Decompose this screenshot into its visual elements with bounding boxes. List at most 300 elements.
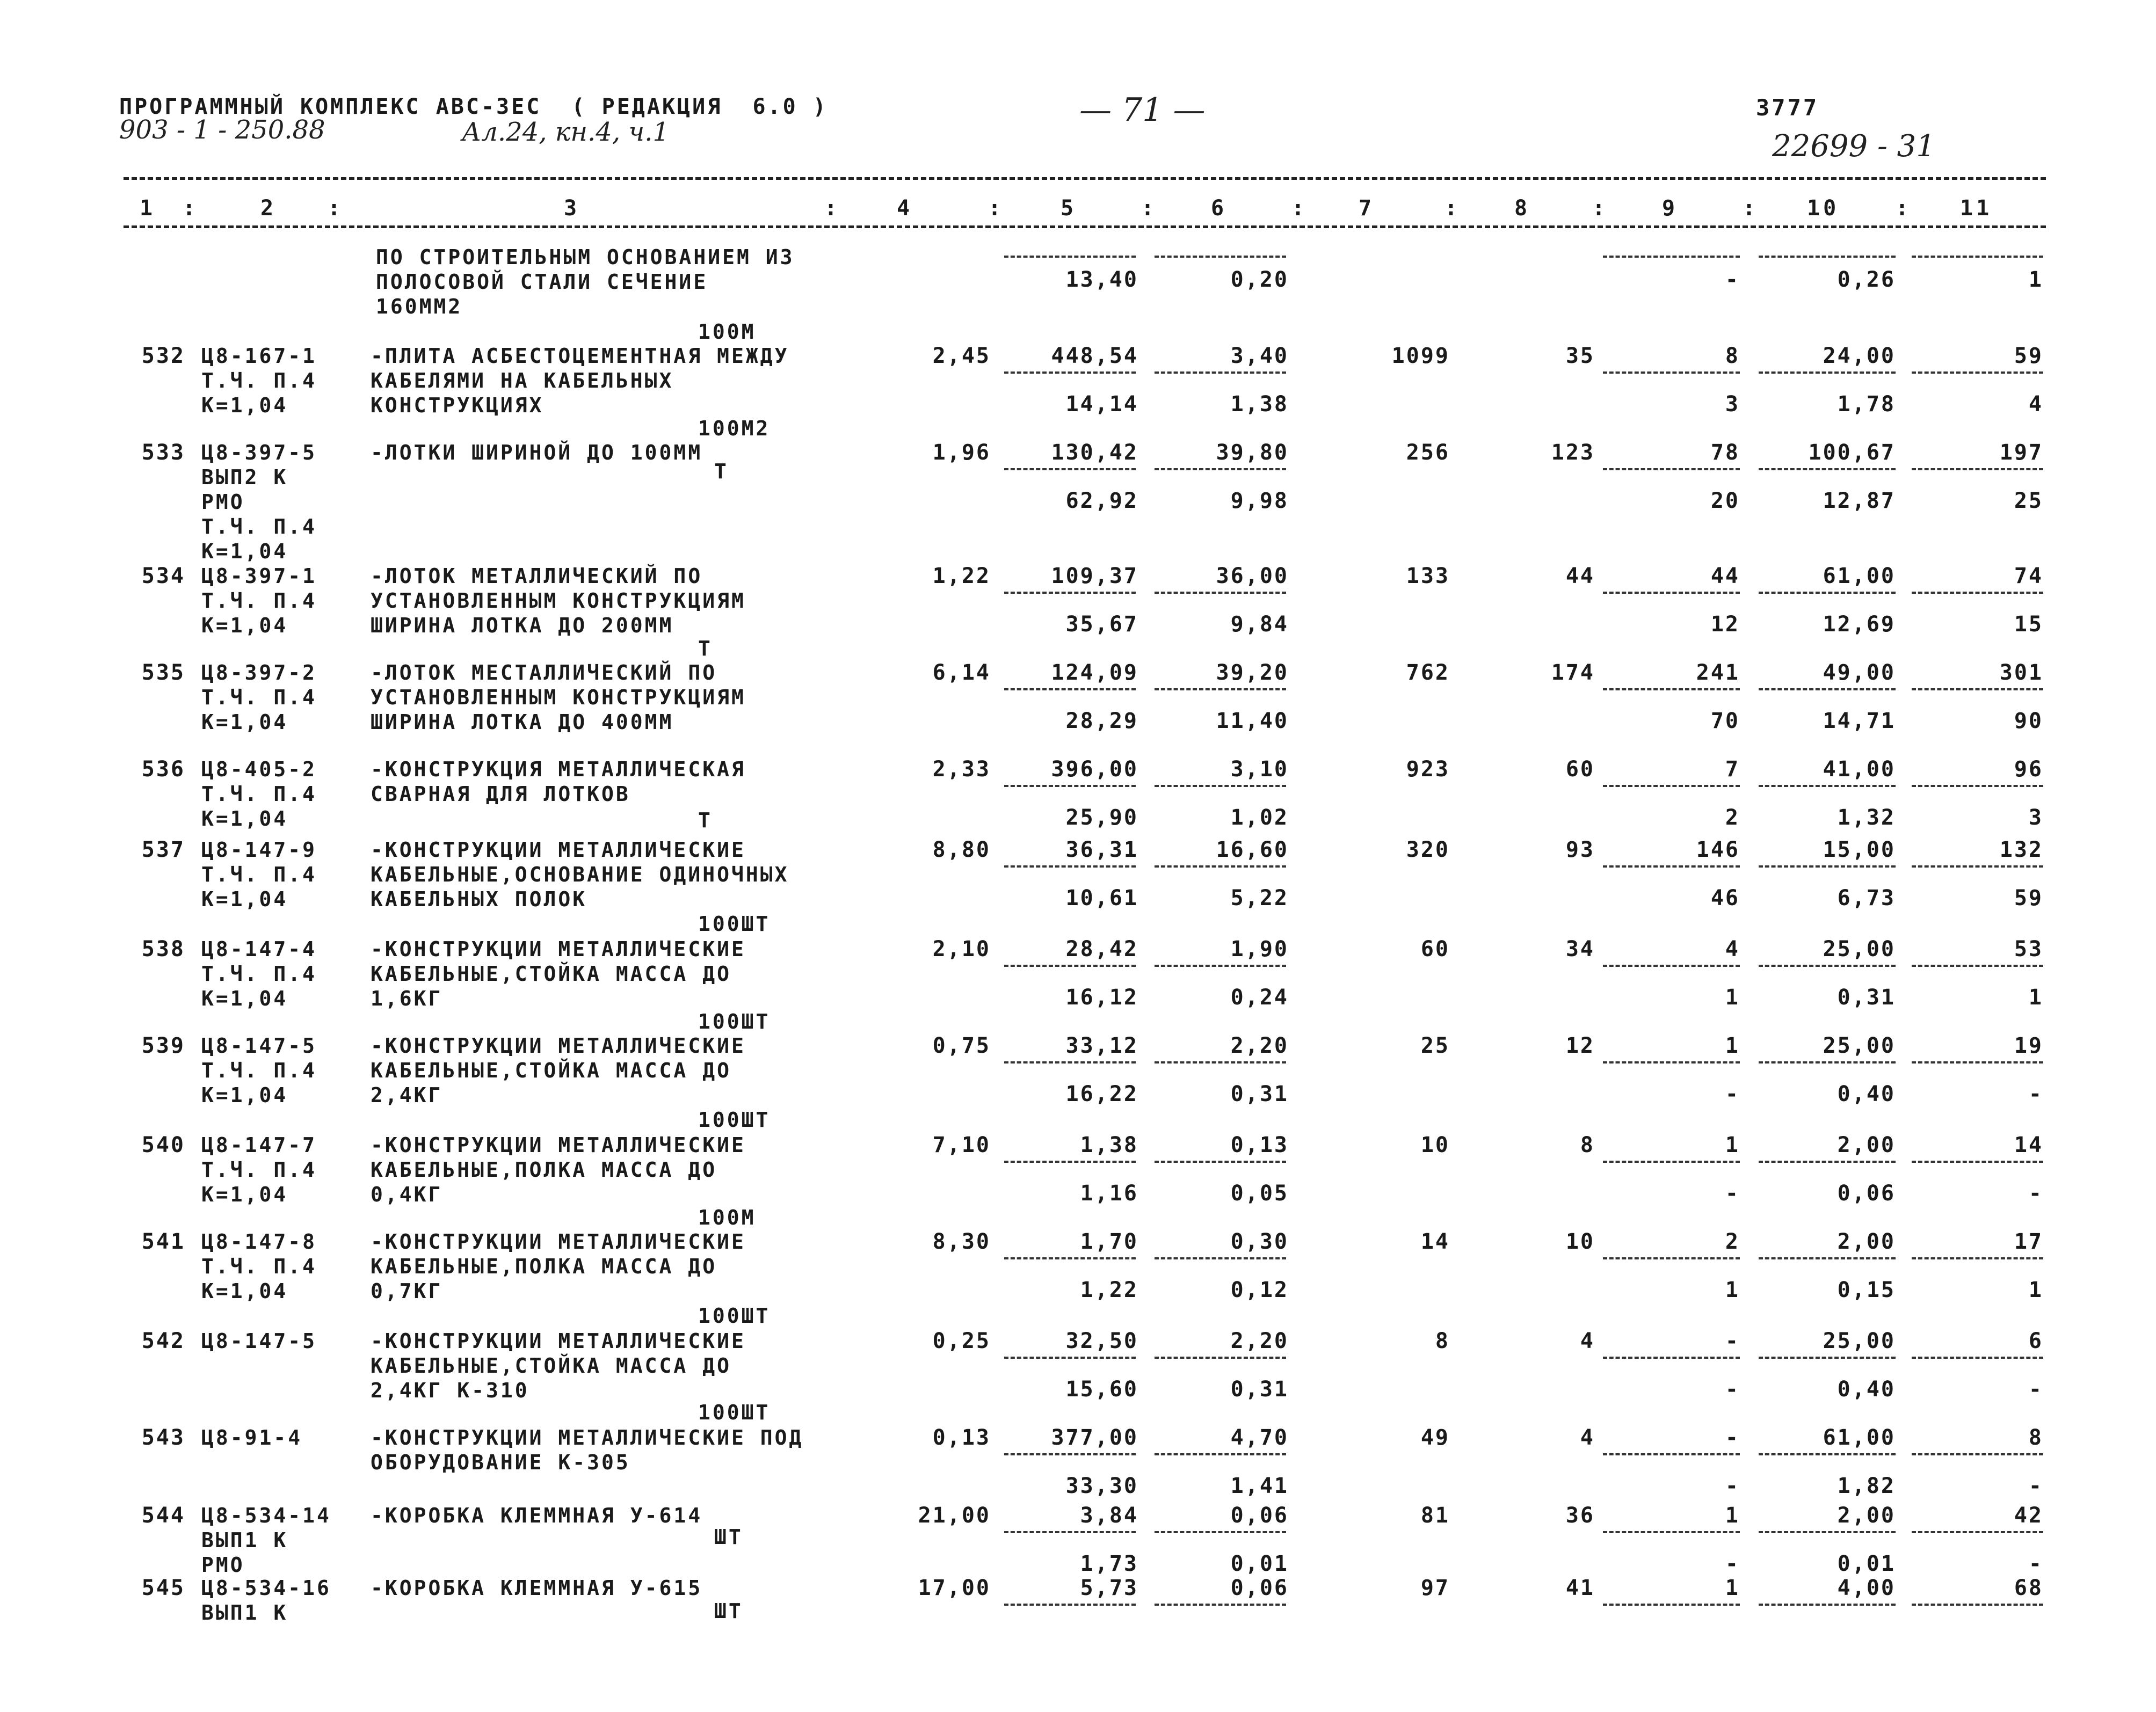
cell-col4: 2,10 xyxy=(932,937,991,961)
col-header-8: 8 xyxy=(1514,196,1531,221)
row-desc-line: ШИРИНА ЛОТКА ДО 200ММ xyxy=(371,614,674,637)
cell-col10-sub: 0,26 xyxy=(1837,267,1896,292)
cell-col9: 241 xyxy=(1696,660,1740,685)
cell-col6: 3,40 xyxy=(1230,344,1289,368)
cell-col10-sub: 0,01 xyxy=(1837,1551,1896,1576)
cell-col4: 2,45 xyxy=(932,344,991,368)
cell-col9: - xyxy=(1725,1329,1740,1353)
sub-rule xyxy=(1603,256,1740,258)
row-code-line: ВЫП1 К xyxy=(201,1601,288,1624)
cell-col9: 7 xyxy=(1725,757,1740,782)
cell-col9-sub: 20 xyxy=(1710,489,1740,513)
row-code-line: ВЫП1 К xyxy=(201,1528,288,1552)
row-code-line: Ц8-397-1 xyxy=(201,564,317,588)
cell-col11: 59 xyxy=(2014,344,2043,368)
cell-col9: 1 xyxy=(1725,1503,1740,1528)
cell-col6: 2,20 xyxy=(1230,1033,1289,1058)
sub-rule xyxy=(1759,1061,1896,1063)
sub-rule xyxy=(1603,1357,1740,1359)
col-header-1: 1 xyxy=(140,196,156,221)
row-code-line: К=1,04 xyxy=(201,394,288,417)
cell-col5-sub: 25,90 xyxy=(1065,805,1138,830)
sub-rule xyxy=(1603,1161,1740,1163)
sub-rule xyxy=(1759,1604,1896,1606)
cell-col9-sub: 3 xyxy=(1725,392,1740,417)
row-unit: 100М xyxy=(698,1206,756,1229)
sub-rule xyxy=(1004,592,1136,594)
cell-col9: 2 xyxy=(1725,1229,1740,1254)
cell-col4: 0,25 xyxy=(932,1329,991,1353)
handwritten-page-number: — 71 — xyxy=(1079,91,1206,129)
sub-rule xyxy=(1759,1357,1896,1359)
cell-col9-sub: - xyxy=(1725,267,1740,292)
cell-col10-sub: 12,69 xyxy=(1823,612,1896,637)
cell-col11-sub: 90 xyxy=(2014,709,2043,733)
sub-rule xyxy=(1603,688,1740,690)
cell-col10: 2,00 xyxy=(1837,1229,1896,1254)
cell-col11: 53 xyxy=(2014,937,2043,961)
cell-col4: 0,75 xyxy=(932,1033,991,1058)
cell-col11: 8 xyxy=(2028,1425,2043,1450)
cell-col9-sub: - xyxy=(1725,1181,1740,1206)
cell-col5-sub: 33,30 xyxy=(1065,1474,1138,1498)
cell-col8: 12 xyxy=(1565,1033,1595,1058)
sub-rule xyxy=(1759,468,1896,470)
sub-rule xyxy=(1155,592,1286,594)
row-code-line: К=1,04 xyxy=(201,1279,288,1303)
sub-rule xyxy=(1912,688,2043,690)
sub-rule xyxy=(1603,468,1740,470)
row-unit: 100ШТ xyxy=(698,912,771,936)
sub-rule xyxy=(1155,785,1286,787)
row-desc-line: -КОРОБКА КЛЕММНАЯ У-615 xyxy=(371,1576,703,1600)
row-code-line: Ц8-147-5 xyxy=(201,1329,317,1353)
row-unit: ШТ xyxy=(714,1525,743,1549)
cell-col7: 60 xyxy=(1420,937,1450,961)
cell-col6-sub: 0,01 xyxy=(1230,1551,1289,1576)
row-number: 533 xyxy=(141,440,185,465)
cell-col10: 49,00 xyxy=(1823,660,1896,685)
cell-col10: 25,00 xyxy=(1823,1033,1896,1058)
sub-rule xyxy=(1912,1604,2043,1606)
cell-col6-sub: 0,31 xyxy=(1230,1377,1289,1402)
row-desc-line: КАБЕЛЬНЫЕ,СТОЙКА МАССА ДО xyxy=(371,1354,731,1378)
cell-col9-sub: - xyxy=(1725,1474,1740,1498)
cell-col4: 21,00 xyxy=(918,1503,991,1528)
cell-col6: 1,90 xyxy=(1230,937,1289,961)
cell-col6-sub: 0,24 xyxy=(1230,985,1289,1010)
cell-col5: 130,42 xyxy=(1051,440,1138,465)
sub-rule xyxy=(1004,965,1136,967)
cell-col4: 2,33 xyxy=(932,757,991,782)
col-header-2: 2 xyxy=(260,196,277,221)
row-unit: 100ШТ xyxy=(698,1108,771,1132)
cell-col7: 256 xyxy=(1406,440,1450,465)
row-unit: 100М xyxy=(698,320,756,344)
row-code-line: К=1,04 xyxy=(201,710,288,734)
cell-col5: 396,00 xyxy=(1051,757,1138,782)
cell-col6-sub: 0,12 xyxy=(1230,1278,1289,1302)
cell-col6-sub: 1,38 xyxy=(1230,392,1289,417)
cell-col10: 100,67 xyxy=(1808,440,1896,465)
cell-col5: 448,54 xyxy=(1051,344,1138,368)
row-code-line: Ц8-147-9 xyxy=(201,838,317,862)
col-header-11: 11 xyxy=(1960,196,1993,221)
sub-rule xyxy=(1759,592,1896,594)
sub-rule xyxy=(1759,965,1896,967)
sub-rule xyxy=(1603,1257,1740,1259)
cell-col5-sub: 13,40 xyxy=(1065,267,1138,292)
sub-rule xyxy=(1004,865,1136,868)
col-header-7: 7 xyxy=(1359,196,1375,221)
row-number: 544 xyxy=(141,1503,185,1528)
cell-col9: 4 xyxy=(1725,937,1740,961)
row-code-line: Т.Ч. П.4 xyxy=(201,1255,317,1278)
col-sep: : xyxy=(1592,196,1609,221)
row-desc-line: УСТАНОВЛЕННЫМ КОНСТРУКЦИЯМ xyxy=(371,589,746,613)
cell-col9: 78 xyxy=(1710,440,1740,465)
sub-rule xyxy=(1912,965,2043,967)
row-code-line: К=1,04 xyxy=(201,614,288,637)
cell-col11-sub: 15 xyxy=(2014,612,2043,637)
sub-rule xyxy=(1759,371,1896,374)
row-unit: 100ШТ xyxy=(698,1401,771,1424)
cell-col8: 10 xyxy=(1565,1229,1595,1254)
row-desc-line: -КОНСТРУКЦИИ МЕТАЛЛИЧЕСКИЕ xyxy=(371,1034,746,1058)
row-number: 537 xyxy=(141,837,185,862)
cell-col6: 39,80 xyxy=(1216,440,1289,465)
sub-rule xyxy=(1603,965,1740,967)
cell-col6-sub: 5,22 xyxy=(1230,886,1289,910)
row-number: 540 xyxy=(141,1133,185,1157)
sub-rule xyxy=(1759,1531,1896,1533)
sub-rule xyxy=(1155,468,1286,470)
cell-col10: 24,00 xyxy=(1823,344,1896,368)
handwritten-doc-ref: 903 - 1 - 250.88 xyxy=(119,115,325,145)
row-desc-line: -КОРОБКА КЛЕММНАЯ У-614 xyxy=(371,1504,703,1527)
row-code-line: ВЫП2 К xyxy=(201,465,288,489)
cell-col5-sub: 16,12 xyxy=(1065,985,1138,1010)
row-desc-line: -КОНСТРУКЦИИ МЕТАЛЛИЧЕСКИЕ xyxy=(371,1230,746,1254)
row-unit: Т xyxy=(698,808,713,832)
cell-col9-sub: 1 xyxy=(1725,985,1740,1010)
cell-col9: 1 xyxy=(1725,1133,1740,1157)
row-code-line: Т.Ч. П.4 xyxy=(201,589,317,613)
cell-col6-sub: 0,05 xyxy=(1230,1181,1289,1206)
cell-col11: 14 xyxy=(2014,1133,2043,1157)
cell-col7: 133 xyxy=(1406,564,1450,588)
cell-col5: 1,70 xyxy=(1080,1229,1138,1254)
cell-col8: 93 xyxy=(1565,837,1595,862)
cell-col6-sub: 0,20 xyxy=(1230,267,1289,292)
cell-col10-sub: 0,31 xyxy=(1837,985,1896,1010)
sub-rule xyxy=(1155,371,1286,374)
cell-col10: 4,00 xyxy=(1837,1576,1896,1600)
row-code-line: Т.Ч. П.4 xyxy=(201,863,317,886)
row-desc-line: -ЛОТОК МЕСТАЛЛИЧЕСКИЙ ПО xyxy=(371,661,717,684)
sub-rule xyxy=(1912,1061,2043,1063)
cell-col5: 28,42 xyxy=(1065,937,1138,961)
cell-col10-sub: 0,15 xyxy=(1837,1278,1896,1302)
cell-col4: 8,80 xyxy=(932,837,991,862)
row-code-line: Ц8-91-4 xyxy=(201,1426,303,1449)
cell-col10: 15,00 xyxy=(1823,837,1896,862)
row-unit: 100ШТ xyxy=(698,1304,771,1328)
cell-col7: 81 xyxy=(1420,1503,1450,1528)
sub-rule xyxy=(1603,865,1740,868)
row-desc-line: -ЛОТОК МЕТАЛЛИЧЕСКИЙ ПО xyxy=(371,564,703,588)
cell-col9-sub: 12 xyxy=(1710,612,1740,637)
cell-col6: 36,00 xyxy=(1216,564,1289,588)
header-rule-bottom xyxy=(124,225,2046,228)
cell-col4: 1,22 xyxy=(932,564,991,588)
sub-rule xyxy=(1912,371,2043,374)
row-code-line: К=1,04 xyxy=(201,1183,288,1206)
row-desc-line: 1,6КГ xyxy=(371,987,443,1010)
row-unit: Т xyxy=(714,460,729,483)
col-sep: : xyxy=(1291,196,1308,221)
row-desc-line: УСТАНОВЛЕННЫМ КОНСТРУКЦИЯМ xyxy=(371,686,746,709)
row-number: 534 xyxy=(141,564,185,588)
col-header-9: 9 xyxy=(1662,196,1679,221)
cell-col9-sub: - xyxy=(1725,1377,1740,1402)
cell-col8: 174 xyxy=(1551,660,1595,685)
sub-rule xyxy=(1759,1257,1896,1259)
cell-col11-sub: 25 xyxy=(2014,489,2043,513)
cell-col8: 8 xyxy=(1580,1133,1595,1157)
sub-rule xyxy=(1155,865,1286,868)
cell-col11: 68 xyxy=(2014,1576,2043,1600)
row-desc-line: ШИРИНА ЛОТКА ДО 400ММ xyxy=(371,710,674,734)
row-desc-line: 2,4КГ К-310 xyxy=(371,1379,529,1402)
cell-col9: 8 xyxy=(1725,344,1740,368)
row-code-line: Ц8-405-2 xyxy=(201,757,317,781)
cell-col7: 923 xyxy=(1406,757,1450,782)
row-desc-line: -КОНСТРУКЦИИ МЕТАЛЛИЧЕСКИЕ xyxy=(371,1329,746,1353)
row-desc-line: КАБЕЛЬНЫЕ,ПОЛКА МАССА ДО xyxy=(371,1158,717,1182)
cell-col8: 4 xyxy=(1580,1329,1595,1353)
cell-col7: 49 xyxy=(1420,1425,1450,1450)
sub-rule xyxy=(1912,1257,2043,1259)
cell-col10: 61,00 xyxy=(1823,564,1896,588)
cell-col5: 3,84 xyxy=(1080,1503,1138,1528)
cell-col5-sub: 28,29 xyxy=(1065,709,1138,733)
cell-col11: 17 xyxy=(2014,1229,2043,1254)
row-code-line: Т.Ч. П.4 xyxy=(201,1158,317,1182)
cell-col7: 762 xyxy=(1406,660,1450,685)
sub-rule xyxy=(1759,1161,1896,1163)
sub-rule xyxy=(1155,965,1286,967)
cell-col7: 1099 xyxy=(1391,344,1450,368)
row-unit: 100ШТ xyxy=(698,1010,771,1033)
continuation-desc-line: ПОЛОСОВОЙ СТАЛИ СЕЧЕНИЕ xyxy=(376,270,708,294)
cell-col11: 132 xyxy=(1999,837,2043,862)
row-code-line: Ц8-147-8 xyxy=(201,1230,317,1254)
cell-col5-sub: 15,60 xyxy=(1065,1377,1138,1402)
sub-rule xyxy=(1603,1453,1740,1455)
row-desc-line: КОНСТРУКЦИЯХ xyxy=(371,394,544,417)
cell-col11-sub: 3 xyxy=(2028,805,2043,830)
cell-col9: 146 xyxy=(1696,837,1740,862)
handwritten-archive-number: 22699 - 31 xyxy=(1772,129,1935,164)
col-sep: : xyxy=(1444,196,1461,221)
handwritten-volume-ref: Ал.24, кн.4, ч.1 xyxy=(462,117,670,147)
sub-rule xyxy=(1912,1357,2043,1359)
cell-col9-sub: 2 xyxy=(1725,805,1740,830)
cell-col7: 10 xyxy=(1420,1133,1450,1157)
cell-col4: 6,14 xyxy=(932,660,991,685)
sub-rule xyxy=(1912,865,2043,868)
row-code-line: РМО xyxy=(201,1553,245,1577)
cell-col10-sub: 0,06 xyxy=(1837,1181,1896,1206)
sub-rule xyxy=(1603,371,1740,374)
row-desc-line: 2,4КГ xyxy=(371,1083,443,1107)
cell-col7: 8 xyxy=(1435,1329,1450,1353)
cell-col11-sub: 59 xyxy=(2014,886,2043,910)
row-number: 541 xyxy=(141,1229,185,1254)
cell-col5: 377,00 xyxy=(1051,1425,1138,1450)
cell-col11-sub: - xyxy=(2028,1551,2043,1576)
cell-col5-sub: 1,22 xyxy=(1080,1278,1138,1302)
row-code-line: Т.Ч. П.4 xyxy=(201,1059,317,1082)
cell-col5-sub: 62,92 xyxy=(1065,489,1138,513)
sub-rule xyxy=(1004,371,1136,374)
cell-col11-sub: 1 xyxy=(2028,267,2043,292)
sub-rule xyxy=(1912,1531,2043,1533)
sub-rule xyxy=(1155,1604,1286,1606)
row-desc-line: КАБЕЛЬНЫЕ,ОСНОВАНИЕ ОДИНОЧНЫХ xyxy=(371,863,789,886)
row-desc-line: КАБЕЛЬНЫЕ,СТОЙКА МАССА ДО xyxy=(371,1059,731,1082)
cell-col11: 19 xyxy=(2014,1033,2043,1058)
row-desc-line: КАБЕЛЯМИ НА КАБЕЛЬНЫХ xyxy=(371,369,674,392)
cell-col10-sub: 0,40 xyxy=(1837,1082,1896,1106)
sub-rule xyxy=(1155,1531,1286,1533)
row-desc-line: -КОНСТРУКЦИИ МЕТАЛЛИЧЕСКИЕ ПОД xyxy=(371,1426,804,1449)
row-desc-line: -ЛОТКИ ШИРИНОЙ ДО 100ММ xyxy=(371,441,703,464)
cell-col10-sub: 6,73 xyxy=(1837,886,1896,910)
cell-col11: 96 xyxy=(2014,757,2043,782)
sub-rule xyxy=(1912,468,2043,470)
row-code-line: Т.Ч. П.4 xyxy=(201,962,317,986)
sub-rule xyxy=(1155,1453,1286,1455)
cell-col10-sub: 14,71 xyxy=(1823,709,1896,733)
cell-col9-sub: - xyxy=(1725,1551,1740,1576)
row-code-line: К=1,04 xyxy=(201,807,288,830)
col-sep: : xyxy=(1896,196,1912,221)
sub-rule xyxy=(1155,1161,1286,1163)
sub-rule xyxy=(1004,785,1136,787)
cell-col10-sub: 0,40 xyxy=(1837,1377,1896,1402)
sub-rule xyxy=(1004,256,1136,258)
col-header-6: 6 xyxy=(1211,196,1228,221)
col-sep: : xyxy=(1141,196,1158,221)
row-desc-line: 0,4КГ xyxy=(371,1183,443,1206)
row-number: 539 xyxy=(141,1033,185,1058)
row-code-line: К=1,04 xyxy=(201,1083,288,1107)
cell-col8: 36 xyxy=(1565,1503,1595,1528)
cell-col5: 109,37 xyxy=(1051,564,1138,588)
sub-rule xyxy=(1603,1531,1740,1533)
row-code-line: Ц8-397-5 xyxy=(201,441,317,464)
row-unit: ШТ xyxy=(714,1599,743,1623)
sub-rule xyxy=(1155,1061,1286,1063)
cell-col5-sub: 1,16 xyxy=(1080,1181,1138,1206)
col-header-5: 5 xyxy=(1061,196,1077,221)
row-desc-line: КАБЕЛЬНЫЕ,ПОЛКА МАССА ДО xyxy=(371,1255,717,1278)
row-code-line: Т.Ч. П.4 xyxy=(201,782,317,806)
cell-col9: 44 xyxy=(1710,564,1740,588)
cell-col11-sub: 1 xyxy=(2028,985,2043,1010)
row-code-line: Ц8-147-7 xyxy=(201,1133,317,1157)
row-code-line: Т.Ч. П.4 xyxy=(201,515,317,538)
cell-col5: 32,50 xyxy=(1065,1329,1138,1353)
cell-col11: 301 xyxy=(1999,660,2043,685)
row-code-line: Ц8-534-16 xyxy=(201,1576,331,1600)
cell-col5-sub: 10,61 xyxy=(1065,886,1138,910)
cell-col7: 25 xyxy=(1420,1033,1450,1058)
cell-col4: 0,13 xyxy=(932,1425,991,1450)
row-code-line: Т.Ч. П.4 xyxy=(201,686,317,709)
row-code-line: Ц8-147-4 xyxy=(201,937,317,961)
cell-col9-sub: - xyxy=(1725,1082,1740,1106)
row-desc-line: КАБЕЛЬНЫЕ,СТОЙКА МАССА ДО xyxy=(371,962,731,986)
cell-col7: 97 xyxy=(1420,1576,1450,1600)
row-desc-line: -КОНСТРУКЦИИ МЕТАЛЛИЧЕСКИЕ xyxy=(371,1133,746,1157)
sub-rule xyxy=(1155,256,1286,258)
cell-col5-sub: 1,73 xyxy=(1080,1551,1138,1576)
sub-rule xyxy=(1155,688,1286,690)
cell-col5: 36,31 xyxy=(1065,837,1138,862)
continuation-desc-line: ПО СТРОИТЕЛЬНЫМ ОСНОВАНИЕМ ИЗ xyxy=(376,245,795,269)
cell-col10-sub: 12,87 xyxy=(1823,489,1896,513)
cell-col7: 320 xyxy=(1406,837,1450,862)
cell-col6: 0,13 xyxy=(1230,1133,1289,1157)
row-number: 538 xyxy=(141,937,185,961)
row-code-line: Т.Ч. П.4 xyxy=(201,369,317,392)
cell-col10-sub: 1,82 xyxy=(1837,1474,1896,1498)
cell-col5-sub: 14,14 xyxy=(1065,392,1138,417)
sub-rule xyxy=(1603,1604,1740,1606)
cell-col6-sub: 0,31 xyxy=(1230,1082,1289,1106)
row-code-line: К=1,04 xyxy=(201,540,288,563)
sub-rule xyxy=(1004,688,1136,690)
cell-col9: - xyxy=(1725,1425,1740,1450)
sub-rule xyxy=(1004,1453,1136,1455)
cell-col11: 74 xyxy=(2014,564,2043,588)
row-desc-line: 0,7КГ xyxy=(371,1279,443,1303)
col-header-4: 4 xyxy=(897,196,913,221)
row-unit: Т xyxy=(698,637,713,660)
cell-col5: 1,38 xyxy=(1080,1133,1138,1157)
sub-rule xyxy=(1912,256,2043,258)
row-code-line: К=1,04 xyxy=(201,987,288,1010)
sub-rule xyxy=(1759,688,1896,690)
row-code-line: Ц8-167-1 xyxy=(201,344,317,368)
header-rule-top xyxy=(124,177,2046,180)
cell-col6: 0,06 xyxy=(1230,1503,1289,1528)
cell-col11-sub: 1 xyxy=(2028,1278,2043,1302)
sub-rule xyxy=(1004,1357,1136,1359)
cell-col4: 1,96 xyxy=(932,440,991,465)
cell-col8: 44 xyxy=(1565,564,1595,588)
col-sep: : xyxy=(1743,196,1759,221)
sub-rule xyxy=(1155,1257,1286,1259)
cell-col4: 17,00 xyxy=(918,1576,991,1600)
row-desc-line: -КОНСТРУКЦИИ МЕТАЛЛИЧЕСКИЕ xyxy=(371,937,746,961)
cell-col11: 42 xyxy=(2014,1503,2043,1528)
sub-rule xyxy=(1004,1257,1136,1259)
sub-rule xyxy=(1759,785,1896,787)
